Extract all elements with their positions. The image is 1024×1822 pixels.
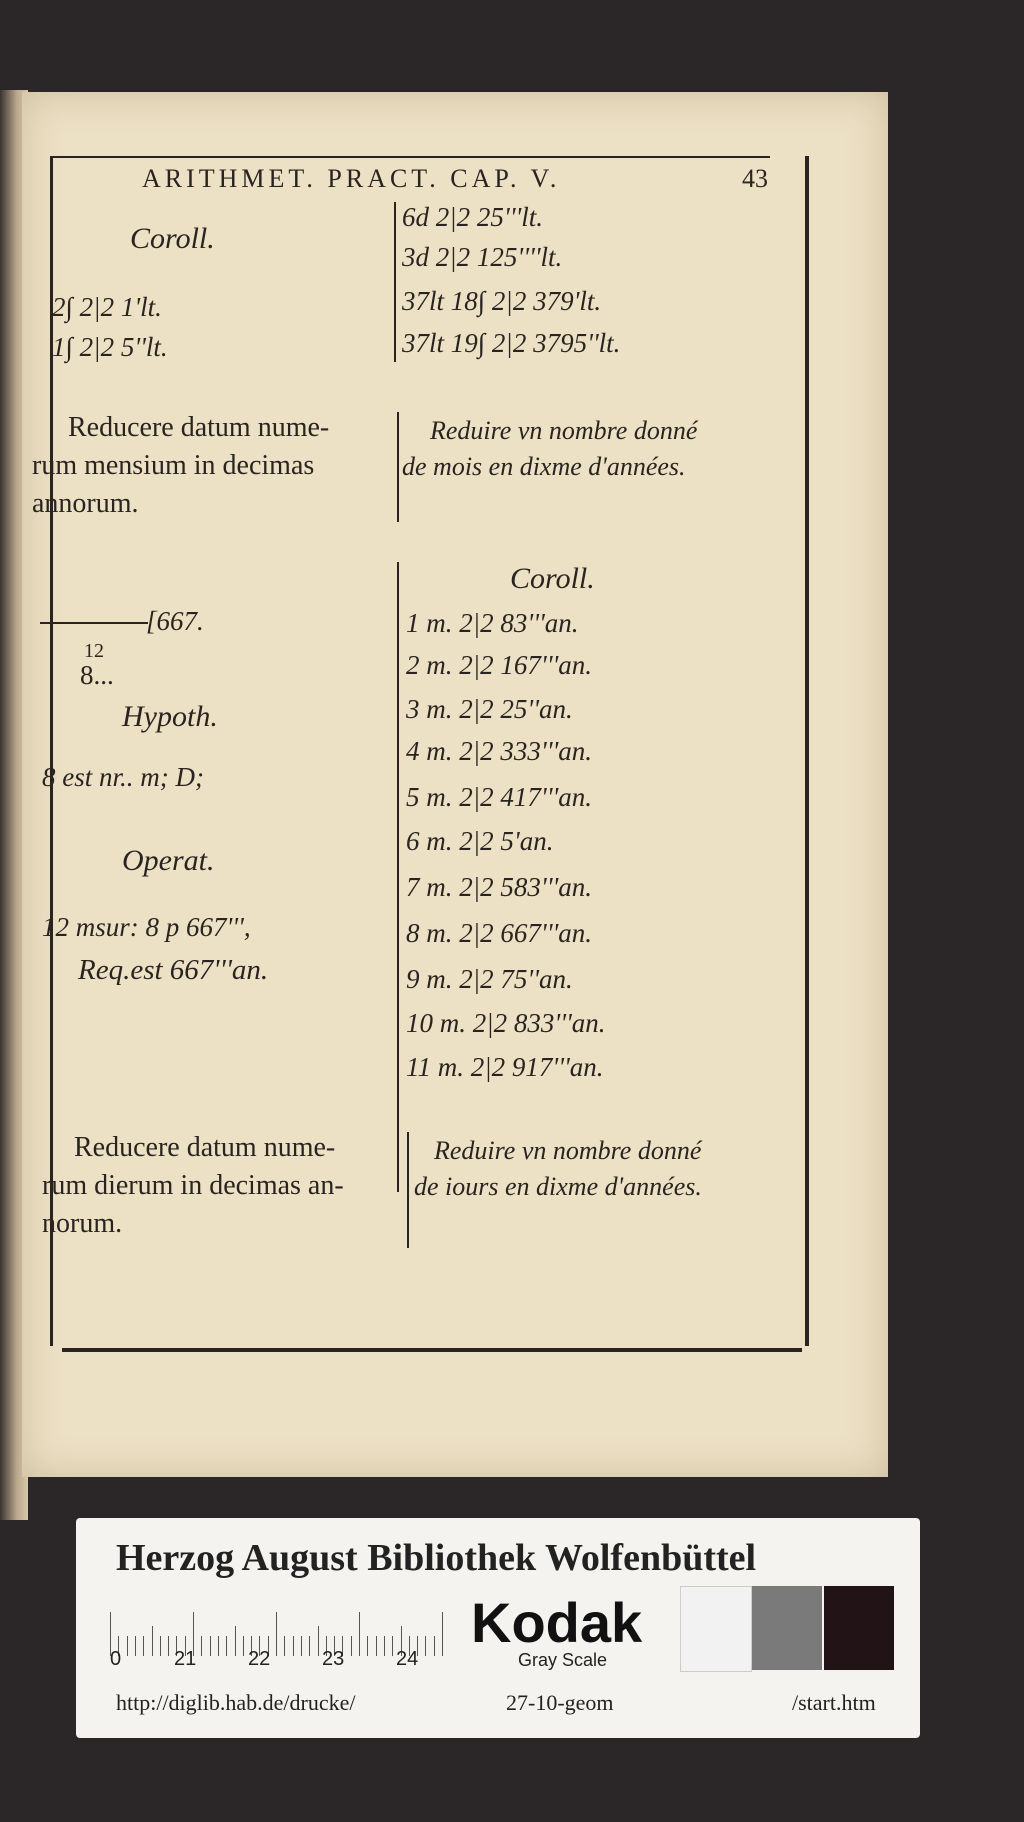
column-divider xyxy=(397,412,399,522)
ruler-tick xyxy=(127,1636,128,1656)
coroll-title-right: Coroll. xyxy=(510,562,595,595)
gray-patch-white xyxy=(680,1586,752,1672)
ruler-tick xyxy=(434,1636,435,1656)
ruler-label: 24 xyxy=(396,1648,419,1670)
fraction-numerator: 8... xyxy=(80,660,114,690)
top-right-line: 3d 2|2 125''''lt. xyxy=(402,242,563,272)
ruler-tick xyxy=(226,1636,227,1656)
url-right: /start.htm xyxy=(792,1690,876,1715)
operat-title: Operat. xyxy=(122,844,215,877)
coroll-right-line: 6 m. 2|2 5'an. xyxy=(406,826,554,856)
operat-line: 12 msur: 8 p 667''', xyxy=(42,912,251,942)
hypoth-title: Hypoth. xyxy=(122,700,218,733)
ruler-tick xyxy=(218,1636,219,1656)
french-heading-line: de mois en dixme d'années. xyxy=(402,452,686,481)
column-divider xyxy=(394,202,396,362)
french-heading-line: Reduire vn nombre donné xyxy=(430,416,698,445)
fraction-bar xyxy=(40,622,148,624)
ruler-label: 21 xyxy=(174,1648,197,1670)
latin-heading-line: Reducere datum nume- xyxy=(74,1132,336,1163)
coroll-right-line: 8 m. 2|2 667'''an. xyxy=(406,918,592,948)
ruler-tick xyxy=(392,1636,393,1656)
french-heading-line: de iours en dixme d'années. xyxy=(414,1172,702,1201)
operat-line: Req.est 667'''an. xyxy=(78,954,269,986)
latin-heading-line: norum. xyxy=(42,1208,123,1239)
top-rule xyxy=(50,156,770,158)
coroll-right-line: 2 m. 2|2 167'''an. xyxy=(406,650,592,680)
ruler-tick xyxy=(309,1636,310,1656)
ruler-tick xyxy=(152,1626,153,1656)
top-right-line: 37lt 18∫ 2|2 379'lt. xyxy=(402,286,602,316)
ruler-label: 22 xyxy=(248,1648,271,1670)
coroll-title-top: Coroll. xyxy=(130,222,215,255)
ruler-tick xyxy=(160,1636,161,1656)
coroll-right-line: 3 m. 2|2 25''an. xyxy=(406,694,573,724)
bottom-rule xyxy=(62,1348,802,1352)
library-name: Herzog August Bibliothek Wolfenbüttel xyxy=(116,1537,757,1579)
ruler-tick xyxy=(351,1636,352,1656)
latin-heading-line: Reducere datum nume- xyxy=(68,412,330,443)
ruler-tick xyxy=(442,1612,443,1656)
book-page xyxy=(22,92,888,1477)
coroll-right-line: 1 m. 2|2 83'''an. xyxy=(406,608,579,638)
coroll-right-line: 11 m. 2|2 917'''an. xyxy=(406,1052,604,1082)
coroll-right-line: 7 m. 2|2 583'''an. xyxy=(406,872,592,902)
ruler-tick xyxy=(367,1636,368,1656)
latin-heading-line: annorum. xyxy=(32,488,139,519)
page-number: 43 xyxy=(742,164,768,193)
coroll-line: 2∫ 2|2 1'lt. xyxy=(52,292,162,322)
ruler-tick xyxy=(135,1636,136,1656)
gray-patch-black xyxy=(824,1586,894,1670)
latin-heading-line: rum mensium in decimas xyxy=(32,450,315,481)
ruler-tick xyxy=(301,1636,302,1656)
ruler xyxy=(110,1596,450,1656)
ruler-tick xyxy=(243,1636,244,1656)
url-left: http://diglib.hab.de/drucke/ xyxy=(116,1690,356,1715)
ruler-tick xyxy=(168,1636,169,1656)
column-divider xyxy=(397,562,399,1192)
gray-scale-label: Gray Scale xyxy=(518,1650,608,1670)
coroll-right-line: 4 m. 2|2 333'''an. xyxy=(406,736,592,766)
french-heading-line: Reduire vn nombre donné xyxy=(434,1136,702,1165)
coroll-right-line: 9 m. 2|2 75''an. xyxy=(406,964,573,994)
fraction-result: [667. xyxy=(146,606,204,636)
hypoth-text: 8 est nr.. m; D; xyxy=(42,762,204,792)
coroll-right-line: 10 m. 2|2 833'''an. xyxy=(406,1008,606,1038)
ruler-label: 0 xyxy=(110,1648,122,1670)
top-right-line: 6d 2|2 25'''lt. xyxy=(402,202,543,232)
latin-heading-line: rum dierum in decimas an- xyxy=(42,1170,344,1201)
ruler-tick xyxy=(210,1636,211,1656)
coroll-right-line: 5 m. 2|2 417'''an. xyxy=(406,782,592,812)
ruler-label: 23 xyxy=(322,1648,345,1670)
url-mid: 27-10-geom xyxy=(506,1690,614,1715)
library-scale-card xyxy=(76,1518,920,1738)
ruler-tick xyxy=(425,1636,426,1656)
ruler-tick xyxy=(235,1626,236,1656)
gray-patch-mid xyxy=(752,1586,822,1670)
ruler-tick xyxy=(201,1636,202,1656)
ruler-tick xyxy=(143,1636,144,1656)
kodak-logo: Kodak xyxy=(471,1591,643,1654)
ruler-tick xyxy=(384,1636,385,1656)
top-right-line: 37lt 19∫ 2|2 3795''lt. xyxy=(402,328,621,358)
column-divider xyxy=(407,1132,409,1248)
ruler-tick xyxy=(284,1636,285,1656)
ruler-tick xyxy=(359,1612,360,1656)
ruler-tick xyxy=(376,1636,377,1656)
ruler-tick xyxy=(276,1612,277,1656)
ruler-tick xyxy=(293,1636,294,1656)
fraction-denominator: 12 xyxy=(84,640,104,662)
ruler-tick xyxy=(318,1626,319,1656)
running-title: ARITHMET. PRACT. CAP. V. xyxy=(142,164,561,193)
coroll-line: 1∫ 2|2 5''lt. xyxy=(52,332,168,362)
